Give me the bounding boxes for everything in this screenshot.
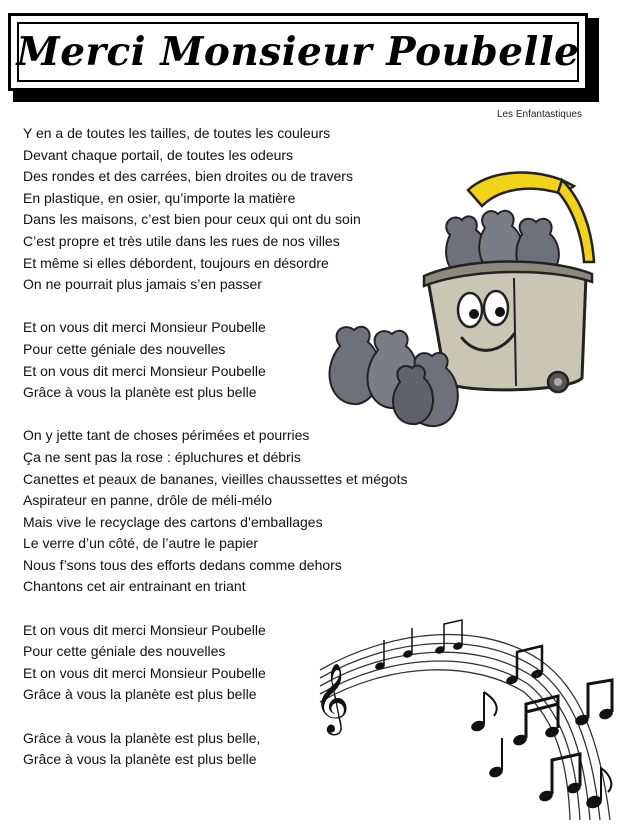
lyric-line: Des rondes et des carrées, bien droites ou de travers <box>23 168 353 185</box>
outro-line: Grâce à vous la planète est plus belle, <box>23 729 261 746</box>
page-title: Merci Monsieur Poubelle <box>16 29 580 75</box>
stanza-2 <box>23 425 407 598</box>
lyric-line: On ne pourrait plus jamais s’en passer <box>23 276 262 293</box>
lyric-line: En plastique, en osier, qu’importe la matière <box>23 189 296 206</box>
lyric-line: Le verre d’un côté, de l’autre le papier <box>23 535 259 552</box>
chorus-line: Et on vous dit merci Monsieur Poubelle <box>23 621 266 638</box>
trash-bin-illustration <box>300 150 600 440</box>
chorus-line: Et on vous dit merci Monsieur Poubelle <box>23 319 266 336</box>
bin-eye-left <box>458 293 482 327</box>
title-banner <box>8 13 588 91</box>
treble-clef-icon: 𝄞 <box>314 663 350 733</box>
music-staff <box>320 635 610 820</box>
lyric-line: Dans les maisons, c’est bien pour ceux qui ont du soin <box>23 211 361 228</box>
lyric-line: On y jette tant de choses périmées et pourries <box>23 427 310 444</box>
chorus-line: Grâce à vous la planète est plus belle <box>23 384 257 401</box>
author-credit: Les Enfantastiques <box>496 109 582 120</box>
chorus-line: Et on vous dit merci Monsieur Poubelle <box>23 664 266 681</box>
lyric-line: Devant chaque portail, de toutes les odeurs <box>23 146 294 163</box>
chorus-line: Pour cette géniale des nouvelles <box>23 340 226 357</box>
music-notes <box>374 620 614 810</box>
music-notes-illustration <box>310 600 618 827</box>
chorus-line: Et on vous dit merci Monsieur Poubelle <box>23 362 266 379</box>
lyric-line: Chantons cet air entrainant en triant <box>23 578 246 595</box>
bin-eye-right <box>484 291 508 325</box>
lyric-line: Et même si elles débordent, toujours en désordre <box>23 254 329 271</box>
chorus-line: Grâce à vous la planète est plus belle <box>23 686 257 703</box>
lyric-line: Mais vive le recyclage des cartons d’emballages <box>23 513 323 530</box>
lyric-line: Y en a de toutes les tailles, de toutes les couleurs <box>23 125 331 141</box>
bin-body <box>428 266 586 390</box>
outro-line: Grâce à vous la planète est plus belle <box>23 751 257 768</box>
lyric-line: Canettes et peaux de bananes, vieilles chaussettes et mégots <box>23 470 408 487</box>
lyric-line: Ça ne sent pas la rose : épluchures et débris <box>23 448 301 465</box>
title-banner-inner <box>17 22 579 82</box>
chorus-line: Pour cette géniale des nouvelles <box>23 643 226 660</box>
lyric-line: Aspirateur en panne, drôle de méli-mélo <box>23 492 273 509</box>
lyric-line: Nous f’sons tous des efforts dedans comme dehors <box>23 556 342 573</box>
lyric-line: C’est propre et très utile dans les rues de nos villes <box>23 232 340 249</box>
